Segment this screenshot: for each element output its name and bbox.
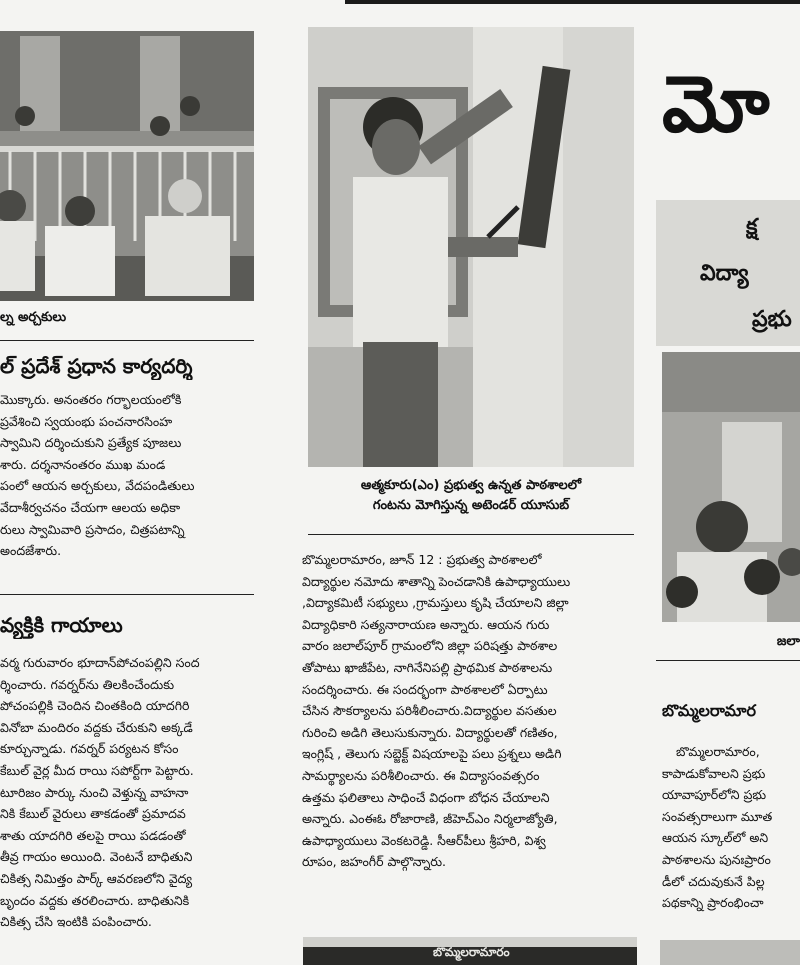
text-line: బొమ్మలరామారం, జూన్ 12 : ప్రభుత్వ పాఠశాలలో bbox=[302, 552, 542, 567]
divider bbox=[656, 660, 800, 661]
right-bottom-photo-strip bbox=[660, 940, 800, 965]
text-line: సందర్శించారు. ఈ సందర్భంగా పాఠశాలలో ఏర్పాటు bbox=[302, 681, 548, 697]
text-line: స్వామిని దర్శించుకుని ప్రత్యేక పూజలు bbox=[0, 435, 182, 451]
text-line: శారు. దర్శనానంతరం ముఖ మండ bbox=[0, 456, 166, 472]
text-line: వినోబా మందిరం వద్దకు చేరుకుని అక్కడే bbox=[0, 719, 193, 735]
text-line: కేబుల్ వైర్ల మీద రాయి సపోర్ట్‌గా పెట్టారు. bbox=[0, 762, 194, 778]
text-line: కాపాడుకోవాలని ప్రభు bbox=[662, 765, 766, 781]
text-line: డీలో చదువుకునే పిల్ల bbox=[662, 873, 765, 889]
text-line: యావాపూర్‌లోని ప్రభు bbox=[662, 787, 767, 803]
text-line: పథకాన్ని ప్రారంభించా bbox=[662, 895, 764, 911]
text-line: మొక్కారు. అనంతరం గర్భాలయంలోకి bbox=[0, 392, 182, 407]
text-line: తీవ్ర గాయం అయింది. వెంటనే బాధితుని bbox=[0, 849, 193, 865]
headline-injury: వ్యక్తికి గాయాలు bbox=[0, 613, 123, 637]
text-line: ఇంగ్లిష్ , తెలుగు సబ్జెక్ట్ విషయాలపై పలు ప్రశ్నలు అడిగి bbox=[302, 746, 562, 762]
text-line: ఉత్తమ ఫలితాలు సాధించే విధంగా బోధన చేయాలని bbox=[302, 789, 550, 805]
article-school-visit-body bbox=[302, 549, 638, 873]
center-photo-caption bbox=[308, 476, 634, 516]
story-cs-visit-body bbox=[0, 389, 254, 562]
text-line: విద్యార్థుల నమోదు శాతాన్ని పెంచడానికి ఉపాధ్యాయులు bbox=[302, 573, 571, 589]
text-line: వారం జలాల్‌పూర్ గ్రామంలోని జిల్లా పరిషత్తు పాఠశాల bbox=[302, 638, 558, 654]
headline-cs-visit: ల్ ప్రదేశ్ ప్రధాన కార్యదర్శి bbox=[0, 354, 193, 378]
caption-line: గంటను మోగిస్తున్న అటెండర్ యూసుబ్ bbox=[372, 498, 570, 513]
text-line: బృందం వద్దకు తరలించారు. బాధితునికి bbox=[0, 892, 190, 908]
text-line: చికిత్స చేసి ఇంటికి పంపించారు. bbox=[0, 914, 152, 930]
subhead-line: విద్యా bbox=[700, 261, 749, 286]
right-story-headline: బొమ్మలరామార bbox=[662, 701, 756, 720]
subhead-line: ప్రభు bbox=[752, 307, 792, 332]
text-line: ర్శించారు. గవర్నర్‌ను తిలకించేందుకు bbox=[0, 676, 175, 692]
text-line: తోపాటు ఖాజీపేట, నాగినేనిపల్లి ప్రాథమిక పాఠశాలను bbox=[302, 659, 553, 675]
text-line: ఉపాధ్యాయులు వెంకటరెడ్డి. సీఆర్‌పీలు శ్రీహరి, విశ్వ bbox=[302, 832, 546, 848]
divider bbox=[0, 340, 254, 341]
text-line: పంలో ఆయన అర్చకులు, వేదపండితులు bbox=[0, 478, 195, 494]
text-line: టూరిజం పార్కు నుంచి వెళ్తున్న వాహనా bbox=[0, 784, 189, 800]
text-line: చేసిన సౌకర్యాలను పరిశీలించారు.విద్యార్థుల వసతుల bbox=[302, 703, 557, 719]
text-line: వేదాశీర్వచనం చేయగా ఆలయ అధికా bbox=[0, 499, 181, 515]
temple-priests-photo bbox=[0, 31, 254, 301]
strip-text: బొమ్మలరామారం bbox=[433, 945, 510, 959]
text-line: ప్రవేశించి స్వయంభు పంచనారసింహ bbox=[0, 413, 173, 429]
text-line: పోచంపల్లికి చెందిన చింతకింది యాదగిరి bbox=[0, 698, 190, 714]
students-photo bbox=[662, 352, 800, 622]
text-line: శాతు యాదగిరి తలపై రాయి పడడంతో bbox=[0, 827, 186, 843]
text-line: పాఠశాలను పునఃప్రారం bbox=[662, 851, 771, 867]
text-line: చికిత్స నిమిత్తం పార్క్ ఆవరణలోని వైద్య bbox=[0, 870, 193, 886]
school-bell-photo bbox=[308, 27, 634, 467]
right-subhead-box bbox=[656, 200, 800, 346]
page-top-rule bbox=[345, 0, 800, 4]
text-line: సామర్థ్యాలను పరిశీలించారు. ఈ విద్యాసంవత్సరం bbox=[302, 767, 540, 783]
left-photo-caption: ల్న అర్చకులు bbox=[0, 310, 67, 325]
text-line: వర్మ గురువారం భూదాన్‌పోచంపల్లిని సంద bbox=[0, 655, 200, 670]
right-story-body bbox=[662, 741, 800, 914]
divider bbox=[308, 534, 634, 535]
text-line: ,విద్యాకమిటీ సభ్యులు ,గ్రామస్తులు కృషి చేయాలని జిల్లా bbox=[302, 595, 569, 611]
text-line: అందజేశారు. bbox=[0, 543, 62, 559]
text-line: విద్యాధికారి సత్యనారాయణ అన్నారు. ఆయన గురు bbox=[302, 616, 550, 632]
right-photo-caption: జలా bbox=[776, 634, 800, 649]
text-line: కూర్చున్నాడు. గవర్నర్ పర్యటన కోసం bbox=[0, 741, 179, 757]
text-line: సంవత్సరాలుగా మూత bbox=[662, 808, 773, 824]
text-line: ఆయన స్కూల్‌లో అని bbox=[662, 830, 769, 846]
text-line: రూపం, జహంగీర్ పాల్గొన్నారు. bbox=[302, 854, 447, 870]
story-injury-body bbox=[0, 652, 254, 933]
text-line: గురించి అడిగి తెలుసుకున్నారు. విద్యార్థులతో గణితం, bbox=[302, 724, 558, 740]
text-line: నికి కేబుల్ వైరులు తాకడంతో ప్రమాదవ bbox=[0, 806, 186, 822]
text-line: అన్నారు. ఎంఈఓ రోజారాణి, జీహెచ్‌ఎం నిర్మలాజ్యోతి, bbox=[302, 811, 558, 827]
subhead-line: క్ష bbox=[746, 215, 758, 240]
right-big-headline: మో bbox=[662, 60, 770, 150]
divider bbox=[0, 594, 254, 595]
text-line: రులు స్వామివారి ప్రసాదం, చిత్రపటాన్ని bbox=[0, 521, 185, 537]
next-article-photo-strip bbox=[303, 937, 637, 965]
text-line: బొమ్మలరామారం, bbox=[676, 744, 760, 759]
caption-line: ఆత్మకూరు(ఎం) ప్రభుత్వ ఉన్నత పాఠశాలలో bbox=[360, 478, 582, 493]
